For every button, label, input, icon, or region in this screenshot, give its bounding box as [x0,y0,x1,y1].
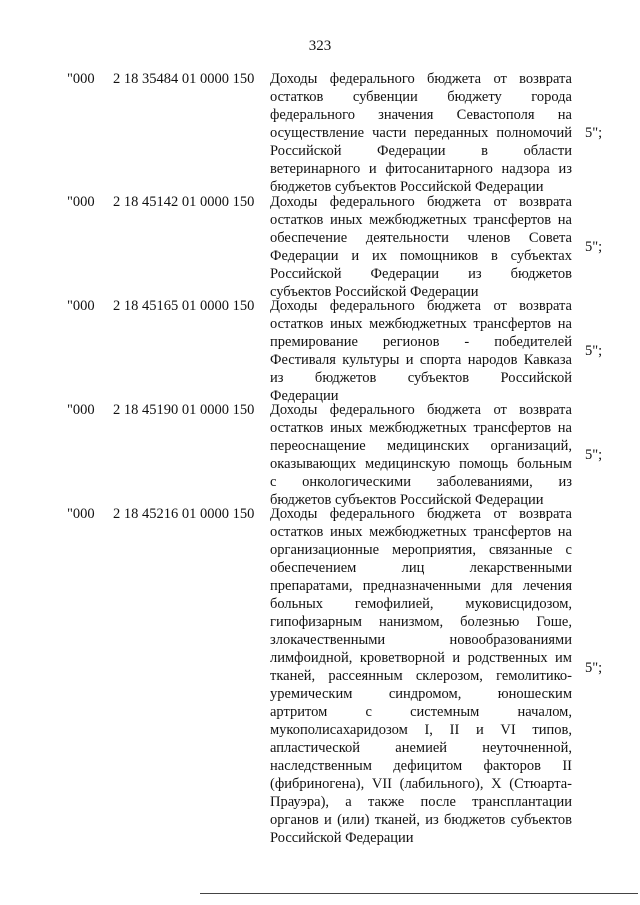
description-line: органов и (или) тканей, из бюджетов субъектов [270,812,572,828]
description-line: Российской Федерации [270,830,414,846]
description-line: артритом с системным началом, [270,704,572,720]
description-line: Фестиваля культуры и спорта народов Кавказа [270,352,572,368]
description-line: остатков иных межбюджетных трансфертов на [270,212,572,228]
description-line: больных гемофилией, муковисцидозом, [270,596,572,612]
description-line: Доходы федерального бюджета от возврата [270,298,572,314]
description-line: Прауэра), а также после трансплантации [270,794,572,810]
description-line: организационные мероприятия, связанные с [270,542,572,558]
income-description [270,297,572,405]
description-line: (фибриногена), VII (лабильного), X (Стюарта- [270,776,572,792]
description-line: Доходы федерального бюджета от возврата [270,194,572,210]
row-prefix: "000 [67,506,95,522]
row-suffix: 5"; [585,660,603,676]
description-line: Российской Федерации из бюджетов [270,266,572,282]
description-line: злокачественными новообразованиями [270,632,572,648]
income-description [270,193,572,301]
description-line: остатков субвенции бюджету города [270,89,572,105]
budget-classification-code: 2 18 45190 01 0000 150 [113,402,255,418]
description-line: уремическим синдромом, юношеским [270,686,572,702]
description-line: Федерации [270,388,339,404]
description-line: тканей, рассеянным склерозом, гемолитико- [270,668,572,684]
description-line: из бюджетов субъектов Российской [270,370,572,386]
description-line: обеспечением лиц лекарственными [270,560,572,576]
description-line: бюджетов субъектов Российской Федерации [270,492,544,508]
row-suffix: 5"; [585,447,603,463]
row-prefix: "000 [67,402,95,418]
budget-classification-code: 2 18 35484 01 0000 150 [113,71,255,87]
description-line: остатков иных межбюджетных трансфертов на [270,316,572,332]
budget-classification-code: 2 18 45165 01 0000 150 [113,298,255,314]
description-line: обеспечение деятельности членов Совета [270,230,572,246]
description-line: оказывающих медицинскую помощь больным [270,456,572,472]
description-line: наследственным дефицитом факторов II [270,758,572,774]
budget-classification-code: 2 18 45142 01 0000 150 [113,194,255,210]
row-prefix: "000 [67,194,95,210]
row-suffix: 5"; [585,239,603,255]
description-line: мукополисахаридозом I, II и VI типов, [270,722,572,738]
description-line: ветеринарного и фитосанитарного надзора из [270,161,572,177]
description-line: препаратами, предназначенными для лечения [270,578,572,594]
description-line: остатков иных межбюджетных трансфертов на [270,420,572,436]
description-line: премирование регионов - победителей [270,334,572,350]
description-line: гипофизарным нанизмом, болезнью Гоше, [270,614,572,630]
description-line: Доходы федерального бюджета от возврата [270,506,572,522]
page-number: 323 [308,38,332,54]
budget-classification-code: 2 18 45216 01 0000 150 [113,506,255,522]
row-suffix: 5"; [585,125,603,141]
description-line: лимфоидной, кроветворной и родственных им [270,650,572,666]
description-line: переоснащение медицинских организаций, [270,438,572,454]
description-line: субъектов Российской Федерации [270,284,479,300]
description-line: Федерации и их помощников в субъектах [270,248,572,264]
income-description [270,401,572,509]
description-line: Доходы федерального бюджета от возврата [270,71,572,87]
description-line: апластической анемией неуточненной, [270,740,572,756]
bottom-rule [200,893,638,894]
description-line: осуществление части переданных полномочий [270,125,572,141]
description-line: бюджетов субъектов Российской Федерации [270,179,544,195]
row-prefix: "000 [67,71,95,87]
description-line: федерального значения Севастополя на [270,107,572,123]
income-description [270,505,572,847]
description-line: остатков иных межбюджетных трансфертов на [270,524,572,540]
row-suffix: 5"; [585,343,603,359]
description-line: Доходы федерального бюджета от возврата [270,402,572,418]
income-description [270,70,572,196]
row-prefix: "000 [67,298,95,314]
description-line: Российской Федерации в области [270,143,572,159]
description-line: с онкологическими заболеваниями, из [270,474,572,490]
